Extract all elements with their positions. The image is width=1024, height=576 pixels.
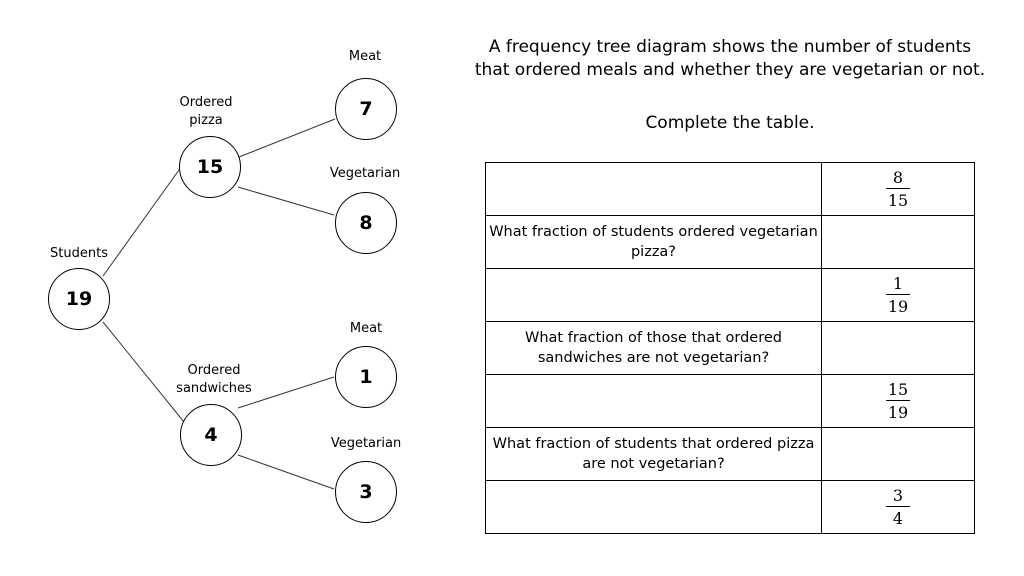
table-row xyxy=(486,375,975,428)
answer-cell xyxy=(822,269,975,322)
branch-sandwiches-meat xyxy=(238,377,334,408)
fraction xyxy=(886,274,910,316)
fraction-denominator: 19 xyxy=(887,403,909,422)
fraction-denominator: 4 xyxy=(892,509,904,528)
question-cell[interactable] xyxy=(486,269,822,322)
root-label: Students xyxy=(50,246,108,261)
fraction-table-body xyxy=(486,163,975,534)
fraction xyxy=(886,486,910,528)
branch-sandwiches-veg xyxy=(238,455,334,489)
question-cell xyxy=(486,216,822,269)
sandwiches-label-line1: Ordered xyxy=(187,363,241,378)
table-row xyxy=(486,216,975,269)
pizza-label-line2: pizza xyxy=(189,113,223,128)
question-text: What fraction of those that ordered sandwiches are not vegetarian? xyxy=(525,330,782,366)
fraction-denominator: 19 xyxy=(887,297,909,316)
sandwiches-value: 4 xyxy=(204,424,218,446)
sandwich-meat-label: Meat xyxy=(349,321,383,336)
root-node xyxy=(48,268,110,330)
sandwich-meat-value: 1 xyxy=(359,366,373,388)
frequency-tree-diagram xyxy=(0,0,460,576)
sandwich-veg-node xyxy=(335,461,397,523)
sandwich-veg-value: 3 xyxy=(359,481,373,503)
branch-root-sandwiches xyxy=(103,322,184,422)
sandwiches-label xyxy=(176,362,252,398)
pizza-meat-value: 7 xyxy=(359,98,373,120)
pizza-node xyxy=(179,136,241,198)
question-text: What fraction of students ordered vegetarian pizza? xyxy=(489,224,818,260)
question-cell xyxy=(486,322,822,375)
fraction xyxy=(886,168,910,210)
branch-pizza-veg xyxy=(238,187,334,215)
pizza-veg-value: 8 xyxy=(359,212,373,234)
answer-cell xyxy=(822,163,975,216)
pizza-veg-label: Vegetarian xyxy=(329,166,401,181)
pizza-meat-node xyxy=(335,78,397,140)
pizza-meat-label: Meat xyxy=(348,49,382,64)
answer-cell[interactable] xyxy=(822,216,975,269)
fraction xyxy=(886,380,910,422)
answer-cell[interactable] xyxy=(822,322,975,375)
instruction-text: Complete the table. xyxy=(645,113,815,133)
sandwiches-node xyxy=(180,404,242,466)
root-value: 19 xyxy=(65,288,93,310)
answer-cell xyxy=(822,375,975,428)
question-cell[interactable] xyxy=(486,481,822,534)
table-row xyxy=(486,428,975,481)
prompt-line-2: that ordered meals and whether they are vegetarian or not. xyxy=(474,60,986,80)
question-cell[interactable] xyxy=(486,163,822,216)
pizza-label xyxy=(180,94,233,130)
question-prompt xyxy=(462,36,998,82)
table-row xyxy=(486,481,975,534)
sandwich-veg-label: Vegetarian xyxy=(330,436,402,451)
table-row xyxy=(486,163,975,216)
branch-pizza-meat xyxy=(239,119,335,157)
fraction-table xyxy=(485,162,975,534)
fraction-numerator: 1 xyxy=(886,274,910,295)
question-cell xyxy=(486,428,822,481)
pizza-value: 15 xyxy=(196,156,224,178)
pizza-veg-node xyxy=(335,192,397,254)
fraction-denominator: 15 xyxy=(887,191,909,210)
sandwiches-label-line2: sandwiches xyxy=(176,381,252,396)
sandwich-meat-node xyxy=(335,346,397,408)
pizza-label-line1: Ordered xyxy=(179,95,233,110)
prompt-line-1: A frequency tree diagram shows the number of students xyxy=(488,37,972,57)
fraction-numerator: 3 xyxy=(886,486,910,507)
branch-root-pizza xyxy=(103,170,179,276)
fraction-numerator: 8 xyxy=(886,168,910,189)
question-text: What fraction of students that ordered pizza are not vegetarian? xyxy=(492,436,815,472)
fraction-numerator: 15 xyxy=(887,380,909,399)
table-row xyxy=(486,322,975,375)
question-cell[interactable] xyxy=(486,375,822,428)
table-row xyxy=(486,269,975,322)
answer-cell[interactable] xyxy=(822,428,975,481)
answer-cell xyxy=(822,481,975,534)
